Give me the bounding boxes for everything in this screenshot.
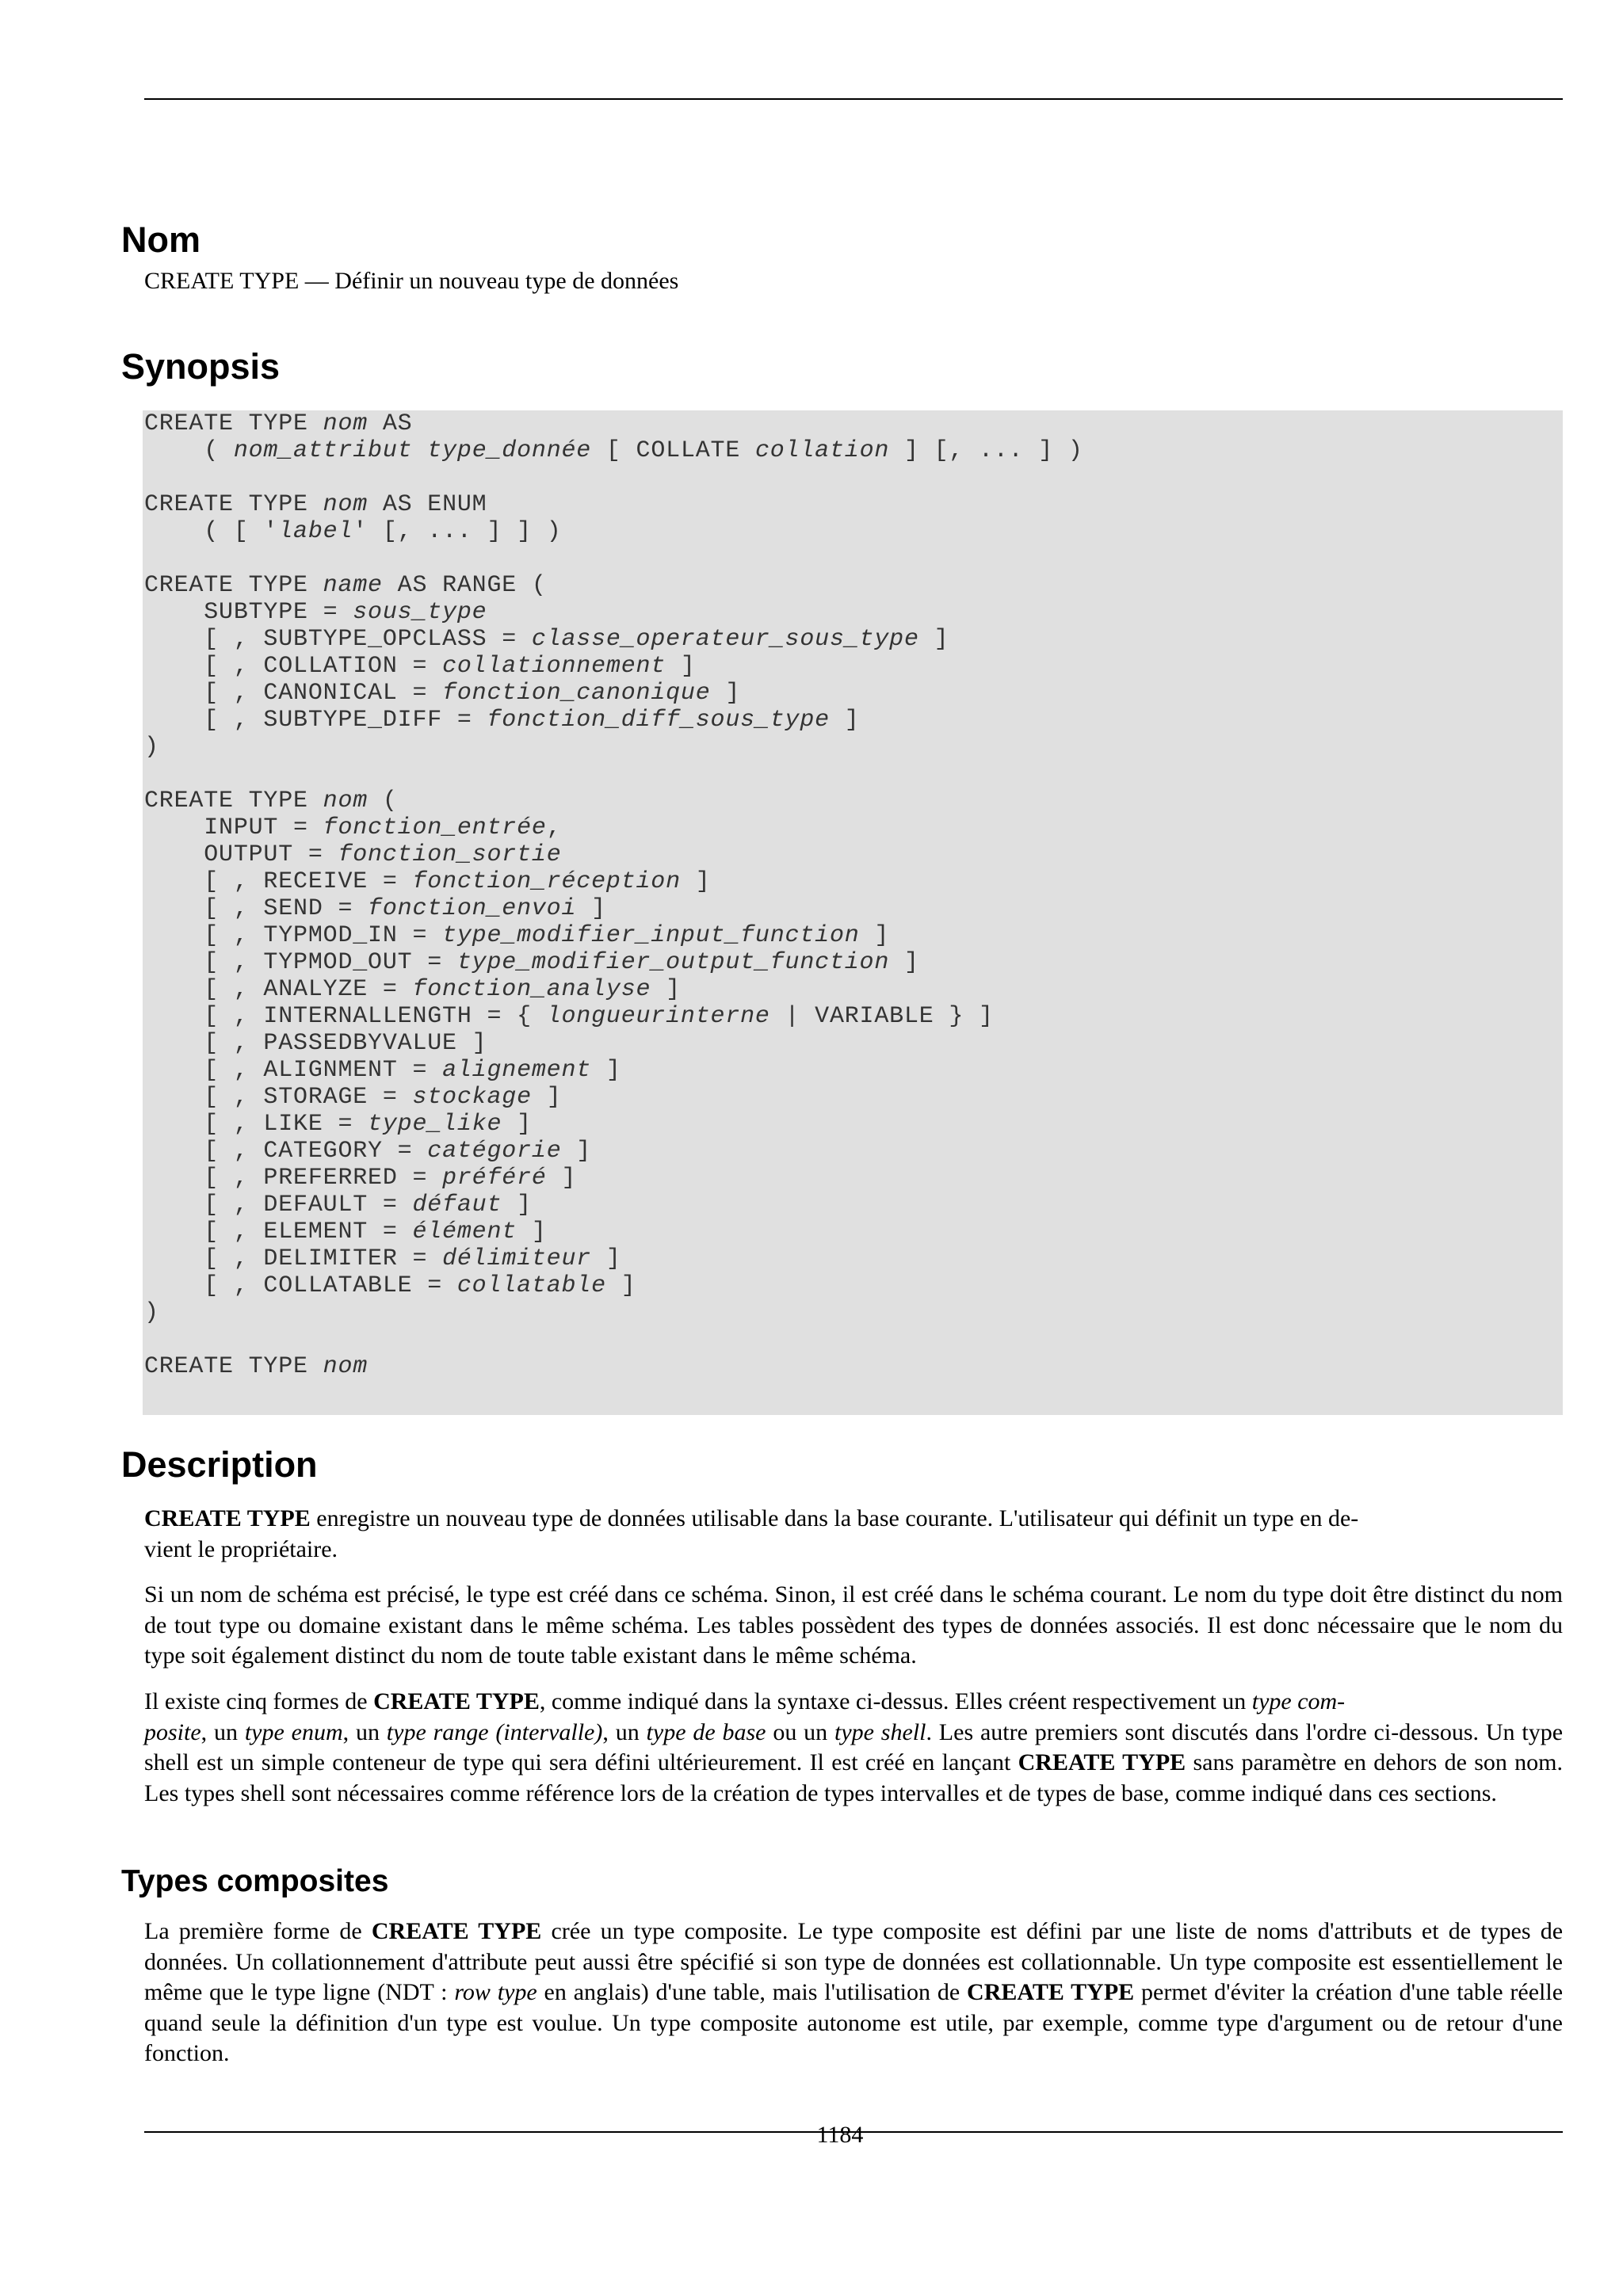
section-heading-synopsis: Synopsis xyxy=(121,346,281,387)
description-paragraph-3: Il existe cinq formes de CREATE TYPE, comme indiqué dans la syntaxe ci-dessus. Elles créent respectivement un type com- posite, un type enum, un type range (intervalle), un type de base ou un type shell. Les autre premiers sont discutés dans l'ordre ci-dessous. Un type shell est un simple conteneur de type qui sera défini ultérieurement. Il est créé en lançant CREATE TYPE sans paramètre en dehors de son nom. Les types shell sont nécessaires comme référence lors de la création de types intervalles et de types de base, comme indiqué dans ces sections. xyxy=(144,1688,1564,1806)
synopsis-code: CREATE TYPE nom AS ( nom_attribut type_donnée [ COLLATE collation ] [, ... ] ) CREATE TYPE nom AS ENUM ( [ 'label' [, ... ] ] ) CREATE TYPE name AS RANGE ( SUBTYPE = sous_type [ , SUBTYPE_OPCLASS = classe_operateur_sous_type ] [ , COLLATION = collationnement ] [ , CANONICAL = fonction_canonique ] [ , SUBTYPE_DIFF = fonction_diff_sous_type ] ) CREATE TYPE nom ( INPUT = fonction_entrée, OUTPUT = fonction_sortie [ , RECEIVE = fonction_réception ] [ , SEND = fonction_envoi ] [ , TYPMOD_IN = type_modifier_input_function ] [ , TYPMOD_OUT = type_modifier_output_function ] [ , ANALYZE = fonction_analyse ] [ , INTERNALLENGTH = { longueurinterne | VARIABLE } ] [ , PASSEDBYVALUE ] [ , ALIGNMENT = alignement ] [ , STORAGE = stockage ] [ , LIKE = type_like ] [ , CATEGORY = catégorie ] [ , PREFERRED = préféré ] [ , DEFAULT = défaut ] [ , ELEMENT = élément ] [ , DELIMITER = délimiteur ] [ , COLLATABLE = collatable ] ) CREATE TYPE nom xyxy=(144,410,1083,1380)
subsection-heading-types-composites: Types composites xyxy=(121,1864,389,1898)
header-rule xyxy=(144,98,1563,100)
description-paragraph-1: CREATE TYPE enregistre un nouveau type de données utilisable dans la base courante. L'utilisateur qui définit un type en de- vient le propriétaire. xyxy=(144,1505,1359,1562)
description-paragraph-2: Si un nom de schéma est précisé, le type est créé dans ce schéma. Sinon, il est créé dans le schéma courant. Le nom du type doit être distinct du nom de tout type ou domaine existant dans le même schéma. Les tables possèdent des types de données associés. Il est donc nécessaire que le nom du type soit également distinct du nom de toute table existant dans le même schéma. xyxy=(144,1581,1563,1669)
refname-line: CREATE TYPE — Définir un nouveau type de données xyxy=(144,268,679,294)
composites-paragraph-1: La première forme de CREATE TYPE crée un type composite. Le type composite est défini par une liste de noms d'attributs et de types de données. Un collationnement d'attribute peut aussi être spécifié si son type de données est collationnable. Un type composite est essentiellement le même que le type ligne (NDT : row type en anglais) d'une table, mais l'utilisation de CREATE TYPE permet d'éviter la création d'une table réelle quand seule la définition d'un type est voulue. Un type composite autonome est utile, par exemple, comme type d'argument ou de retour d'une fonction. xyxy=(144,1918,1564,2066)
section-heading-nom: Nom xyxy=(121,219,200,260)
synopsis-code-block xyxy=(143,410,1563,1415)
page-number: 1184 xyxy=(816,2122,864,2148)
section-heading-description: Description xyxy=(121,1444,318,1485)
